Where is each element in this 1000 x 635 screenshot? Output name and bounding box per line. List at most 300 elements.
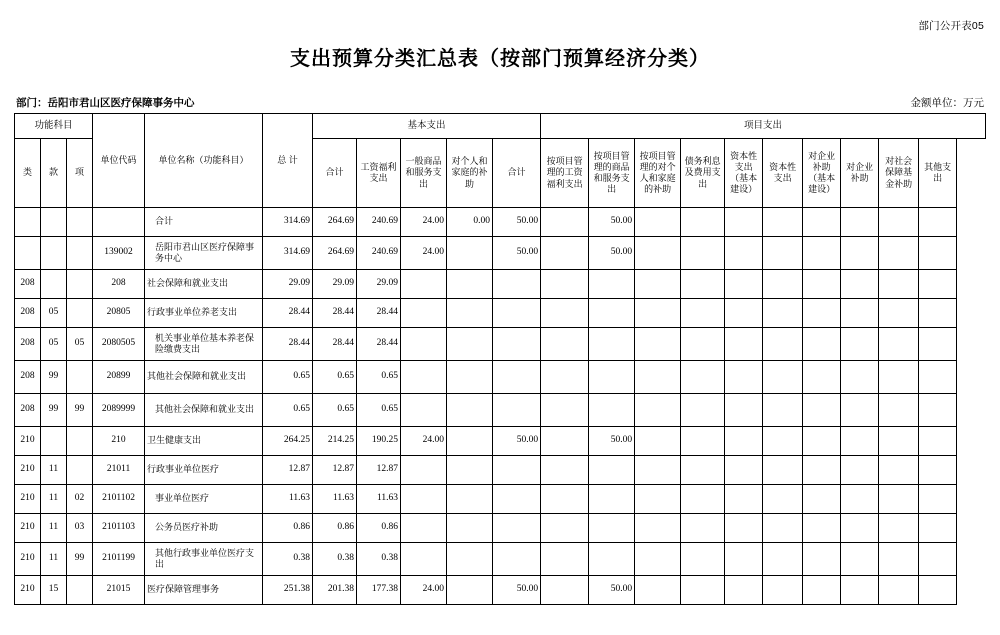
row-value-p-sub: 50.00 (493, 576, 541, 605)
row-value-ent (841, 328, 879, 361)
row-value-p-goods (589, 456, 635, 485)
row-class: 208 (15, 361, 41, 394)
row-value-b-sal: 11.63 (357, 485, 401, 514)
row-value-b-sub: 0.65 (313, 394, 357, 427)
row-value-b-sal: 240.69 (357, 208, 401, 237)
row-item: 99 (67, 543, 93, 576)
row-value-p-goods (589, 270, 635, 299)
row-value-ssf (879, 270, 919, 299)
row-value-p-goods (589, 299, 635, 328)
header-total: 总 计 (263, 114, 313, 208)
row-value-debt (681, 543, 725, 576)
form-code-label: 部门公开表05 (918, 20, 984, 32)
row-value-other (919, 328, 957, 361)
row-item: 05 (67, 328, 93, 361)
row-value-p-goods: 50.00 (589, 237, 635, 270)
row-unit-code (93, 208, 145, 237)
row-item (67, 576, 93, 605)
header-capital-basic-construction: 资本性支出（基本建设） (725, 139, 763, 208)
row-value-b-sal: 240.69 (357, 237, 401, 270)
row-name: 事业单位医疗 (145, 485, 263, 514)
row-value-b-sub: 28.44 (313, 328, 357, 361)
row-value-total: 28.44 (263, 299, 313, 328)
row-value-other (919, 514, 957, 543)
row-value-cap (763, 328, 803, 361)
table-row (15, 208, 986, 237)
row-value-total: 0.38 (263, 543, 313, 576)
row-value-cap (763, 299, 803, 328)
table-row (15, 514, 986, 543)
row-class: 210 (15, 456, 41, 485)
row-value-other (919, 394, 957, 427)
row-value-ent-basic (803, 485, 841, 514)
row-value-p-goods (589, 543, 635, 576)
row-value-ent (841, 456, 879, 485)
row-value-b-person (447, 543, 493, 576)
row-unit-code: 2101103 (93, 514, 145, 543)
row-name: 其他社会保障和就业支出 (145, 361, 263, 394)
row-class: 210 (15, 543, 41, 576)
row-value-ssf (879, 543, 919, 576)
row-value-cap-basic (725, 576, 763, 605)
row-value-ent (841, 394, 879, 427)
row-value-other (919, 237, 957, 270)
row-value-ent (841, 427, 879, 456)
row-value-b-person (447, 514, 493, 543)
row-value-b-sub: 12.87 (313, 456, 357, 485)
row-value-ent (841, 299, 879, 328)
row-item (67, 299, 93, 328)
row-value-b-sal: 0.65 (357, 361, 401, 394)
row-value-p-person (635, 328, 681, 361)
header-class: 类 (15, 139, 41, 208)
row-value-debt (681, 514, 725, 543)
row-value-p-sal (541, 394, 589, 427)
row-value-ent-basic (803, 543, 841, 576)
row-unit-code: 2101199 (93, 543, 145, 576)
row-section: 99 (41, 394, 67, 427)
row-class: 210 (15, 427, 41, 456)
row-value-total: 314.69 (263, 208, 313, 237)
row-section: 05 (41, 328, 67, 361)
budget-table (14, 113, 986, 605)
row-class (15, 237, 41, 270)
row-value-total: 29.09 (263, 270, 313, 299)
row-value-p-person (635, 270, 681, 299)
row-value-cap-basic (725, 361, 763, 394)
row-value-p-person (635, 485, 681, 514)
row-value-b-goods (401, 394, 447, 427)
header-unit-code: 单位代码 (93, 114, 145, 208)
row-value-cap (763, 270, 803, 299)
row-value-b-person (447, 328, 493, 361)
row-value-b-sal: 0.38 (357, 543, 401, 576)
row-value-cap (763, 394, 803, 427)
header-project-goods-services: 按项目管理的商品和服务支出 (589, 139, 635, 208)
row-value-b-sal: 177.38 (357, 576, 401, 605)
row-value-other (919, 485, 957, 514)
row-value-ent (841, 576, 879, 605)
row-value-b-person (447, 361, 493, 394)
row-value-ssf (879, 237, 919, 270)
table-row (15, 270, 986, 299)
row-name: 合计 (145, 208, 263, 237)
row-name: 行政事业单位养老支出 (145, 299, 263, 328)
header-project-salary-welfare: 按项目管理的工资福利支出 (541, 139, 589, 208)
row-value-b-sub: 0.65 (313, 361, 357, 394)
row-value-ssf (879, 361, 919, 394)
row-value-b-person (447, 237, 493, 270)
row-section (41, 237, 67, 270)
page-title: 支出预算分类汇总表（按部门预算经济分类） (290, 48, 710, 70)
row-value-b-person (447, 270, 493, 299)
table-row (15, 456, 986, 485)
header-project-expenditure: 项目支出 (541, 114, 986, 139)
header-capital-expenditure: 资本性支出 (763, 139, 803, 208)
row-value-p-person (635, 299, 681, 328)
row-item (67, 427, 93, 456)
row-section: 11 (41, 543, 67, 576)
row-value-b-person (447, 456, 493, 485)
row-unit-code: 21011 (93, 456, 145, 485)
row-value-cap-basic (725, 543, 763, 576)
row-name: 岳阳市君山区医疗保障事务中心 (145, 237, 263, 270)
row-unit-code: 2089999 (93, 394, 145, 427)
row-value-other (919, 299, 957, 328)
row-item (67, 361, 93, 394)
row-value-b-sub: 214.25 (313, 427, 357, 456)
row-unit-code: 2101102 (93, 485, 145, 514)
header-social-security-fund-subsidy: 对社会保障基金补助 (879, 139, 919, 208)
row-value-b-sub: 11.63 (313, 485, 357, 514)
row-unit-code: 139002 (93, 237, 145, 270)
table-row (15, 237, 986, 270)
row-value-cap-basic (725, 328, 763, 361)
row-value-debt (681, 328, 725, 361)
row-value-ssf (879, 576, 919, 605)
header-project-subtotal: 合计 (493, 139, 541, 208)
row-value-p-goods: 50.00 (589, 427, 635, 456)
row-value-ent (841, 514, 879, 543)
row-section (41, 427, 67, 456)
table-row (15, 361, 986, 394)
row-value-total: 264.25 (263, 427, 313, 456)
row-value-cap (763, 237, 803, 270)
row-value-p-sal (541, 270, 589, 299)
row-item (67, 270, 93, 299)
row-value-b-sal: 0.86 (357, 514, 401, 543)
header-other-expenditure: 其他支出 (919, 139, 957, 208)
row-value-p-goods (589, 328, 635, 361)
row-value-cap-basic (725, 208, 763, 237)
row-value-cap (763, 208, 803, 237)
row-value-cap-basic (725, 427, 763, 456)
row-value-cap-basic (725, 514, 763, 543)
row-value-cap (763, 361, 803, 394)
row-value-p-person (635, 427, 681, 456)
row-value-debt (681, 394, 725, 427)
row-value-ssf (879, 328, 919, 361)
row-value-b-sub: 264.69 (313, 208, 357, 237)
row-item (67, 237, 93, 270)
table-row (15, 299, 986, 328)
row-value-cap (763, 543, 803, 576)
row-value-p-sub: 50.00 (493, 208, 541, 237)
row-section: 05 (41, 299, 67, 328)
row-value-other (919, 543, 957, 576)
row-unit-code: 210 (93, 427, 145, 456)
row-value-debt (681, 237, 725, 270)
row-value-p-goods (589, 514, 635, 543)
row-value-other (919, 361, 957, 394)
row-class: 210 (15, 576, 41, 605)
row-section: 15 (41, 576, 67, 605)
row-value-b-person (447, 394, 493, 427)
row-value-p-sal (541, 456, 589, 485)
row-value-cap-basic (725, 299, 763, 328)
row-value-p-person (635, 543, 681, 576)
row-value-debt (681, 361, 725, 394)
header-project-personal-family: 按项目管理的对个人和家庭的补助 (635, 139, 681, 208)
row-value-p-goods: 50.00 (589, 208, 635, 237)
row-value-p-sal (541, 543, 589, 576)
row-section: 11 (41, 514, 67, 543)
row-value-b-sub: 0.86 (313, 514, 357, 543)
header-unit-name: 单位名称（功能科目） (145, 114, 263, 208)
row-name: 其他社会保障和就业支出 (145, 394, 263, 427)
header-debt-interest: 债务利息及费用支出 (681, 139, 725, 208)
row-value-cap (763, 485, 803, 514)
row-unit-code: 2080505 (93, 328, 145, 361)
row-value-b-person (447, 485, 493, 514)
table-row (15, 394, 986, 427)
row-value-p-sal (541, 485, 589, 514)
row-value-cap (763, 576, 803, 605)
row-value-p-person (635, 456, 681, 485)
row-value-total: 11.63 (263, 485, 313, 514)
row-value-b-goods (401, 456, 447, 485)
row-value-ssf (879, 427, 919, 456)
row-value-ssf (879, 456, 919, 485)
row-value-total: 0.65 (263, 394, 313, 427)
row-value-total: 12.87 (263, 456, 313, 485)
row-value-p-person (635, 576, 681, 605)
row-value-p-sub (493, 299, 541, 328)
row-section (41, 208, 67, 237)
row-class: 208 (15, 328, 41, 361)
row-class: 208 (15, 299, 41, 328)
row-value-ent-basic (803, 427, 841, 456)
row-value-debt (681, 270, 725, 299)
row-value-b-sub: 201.38 (313, 576, 357, 605)
header-enterprise-subsidy-basic: 对企业补助（基本建设） (803, 139, 841, 208)
row-value-ent (841, 485, 879, 514)
row-name: 其他行政事业单位医疗支出 (145, 543, 263, 576)
row-value-p-sub (493, 485, 541, 514)
row-value-cap-basic (725, 456, 763, 485)
row-unit-code: 20899 (93, 361, 145, 394)
row-class (15, 208, 41, 237)
row-value-ent (841, 361, 879, 394)
row-value-p-sub (493, 328, 541, 361)
table-row (15, 576, 986, 605)
row-value-b-sal: 29.09 (357, 270, 401, 299)
row-value-p-sal (541, 361, 589, 394)
row-value-p-sal (541, 299, 589, 328)
row-value-ent (841, 237, 879, 270)
row-value-cap-basic (725, 485, 763, 514)
row-item (67, 208, 93, 237)
row-value-other (919, 456, 957, 485)
row-value-cap-basic (725, 270, 763, 299)
row-value-debt (681, 427, 725, 456)
row-item (67, 456, 93, 485)
row-value-p-goods (589, 485, 635, 514)
header-basic-subtotal: 合计 (313, 139, 357, 208)
row-value-ssf (879, 394, 919, 427)
row-section (41, 270, 67, 299)
row-value-p-sub: 50.00 (493, 427, 541, 456)
row-value-p-sub (493, 543, 541, 576)
row-value-cap (763, 514, 803, 543)
row-value-p-person (635, 514, 681, 543)
row-value-p-sal (541, 514, 589, 543)
row-value-other (919, 270, 957, 299)
row-value-debt (681, 299, 725, 328)
row-value-b-sal: 28.44 (357, 299, 401, 328)
row-value-cap-basic (725, 237, 763, 270)
row-value-total: 0.65 (263, 361, 313, 394)
row-item: 02 (67, 485, 93, 514)
row-value-b-person (447, 299, 493, 328)
row-value-p-sal (541, 328, 589, 361)
row-value-p-person (635, 361, 681, 394)
row-value-p-person (635, 208, 681, 237)
row-value-p-sub (493, 394, 541, 427)
row-value-p-person (635, 394, 681, 427)
row-value-cap (763, 456, 803, 485)
row-value-total: 251.38 (263, 576, 313, 605)
row-value-ent-basic (803, 361, 841, 394)
row-name: 医疗保障管理事务 (145, 576, 263, 605)
row-value-b-goods: 24.00 (401, 208, 447, 237)
row-class: 210 (15, 514, 41, 543)
table-row (15, 328, 986, 361)
row-value-b-sal: 28.44 (357, 328, 401, 361)
row-value-other (919, 208, 957, 237)
row-name: 机关事业单位基本养老保险缴费支出 (145, 328, 263, 361)
row-value-p-sal (541, 576, 589, 605)
row-value-b-person (447, 576, 493, 605)
row-value-p-sal (541, 208, 589, 237)
row-value-b-sub: 28.44 (313, 299, 357, 328)
row-value-debt (681, 485, 725, 514)
header-enterprise-subsidy: 对企业补助 (841, 139, 879, 208)
row-class: 208 (15, 270, 41, 299)
header-function-subject: 功能科目 (15, 114, 93, 139)
row-value-b-sub: 29.09 (313, 270, 357, 299)
row-value-ssf (879, 514, 919, 543)
row-unit-code: 208 (93, 270, 145, 299)
row-value-p-sub: 50.00 (493, 237, 541, 270)
row-item: 03 (67, 514, 93, 543)
row-value-b-sub: 0.38 (313, 543, 357, 576)
row-value-b-goods: 24.00 (401, 427, 447, 456)
row-section: 99 (41, 361, 67, 394)
row-section: 11 (41, 485, 67, 514)
row-value-b-goods: 24.00 (401, 237, 447, 270)
row-value-debt (681, 576, 725, 605)
row-value-b-sal: 12.87 (357, 456, 401, 485)
row-value-b-goods (401, 543, 447, 576)
row-name: 卫生健康支出 (145, 427, 263, 456)
department-label: 部门：岳阳市君山区医疗保障事务中心 (16, 97, 195, 109)
row-value-p-sal (541, 427, 589, 456)
table-row (15, 427, 986, 456)
table-row (15, 485, 986, 514)
row-value-p-goods (589, 394, 635, 427)
row-value-ent-basic (803, 299, 841, 328)
row-name: 社会保障和就业支出 (145, 270, 263, 299)
row-value-total: 0.86 (263, 514, 313, 543)
amount-unit-label: 金额单位：万元 (910, 97, 984, 109)
row-value-p-goods: 50.00 (589, 576, 635, 605)
row-value-ent-basic (803, 514, 841, 543)
header-basic-salary-welfare: 工资福利支出 (357, 139, 401, 208)
row-value-cap-basic (725, 394, 763, 427)
row-value-other (919, 576, 957, 605)
row-value-ent-basic (803, 237, 841, 270)
row-value-ent-basic (803, 394, 841, 427)
row-value-b-goods (401, 361, 447, 394)
row-value-cap (763, 427, 803, 456)
row-class: 210 (15, 485, 41, 514)
row-value-total: 314.69 (263, 237, 313, 270)
row-value-b-goods (401, 270, 447, 299)
header-basic-expenditure: 基本支出 (313, 114, 541, 139)
row-class: 208 (15, 394, 41, 427)
row-value-ssf (879, 208, 919, 237)
row-name: 公务员医疗补助 (145, 514, 263, 543)
row-value-b-goods (401, 328, 447, 361)
row-value-total: 28.44 (263, 328, 313, 361)
row-value-p-sub (493, 456, 541, 485)
row-value-ssf (879, 485, 919, 514)
row-unit-code: 21015 (93, 576, 145, 605)
header-item: 项 (67, 139, 93, 208)
table-body (15, 208, 986, 605)
row-value-other (919, 427, 957, 456)
row-value-b-goods (401, 299, 447, 328)
table-row (15, 543, 986, 576)
header-section: 款 (41, 139, 67, 208)
row-value-ent (841, 208, 879, 237)
meta-row (14, 95, 986, 113)
row-value-p-goods (589, 361, 635, 394)
row-value-ent-basic (803, 270, 841, 299)
header-basic-personal-family: 对个人和家庭的补助 (447, 139, 493, 208)
row-value-p-sal (541, 237, 589, 270)
row-value-debt (681, 208, 725, 237)
row-value-ent-basic (803, 576, 841, 605)
row-value-p-sub (493, 514, 541, 543)
header-basic-goods-services: 一般商品和服务支出 (401, 139, 447, 208)
row-value-b-person (447, 427, 493, 456)
row-value-b-person: 0.00 (447, 208, 493, 237)
row-value-b-goods (401, 485, 447, 514)
row-value-p-sub (493, 361, 541, 394)
row-name: 行政事业单位医疗 (145, 456, 263, 485)
